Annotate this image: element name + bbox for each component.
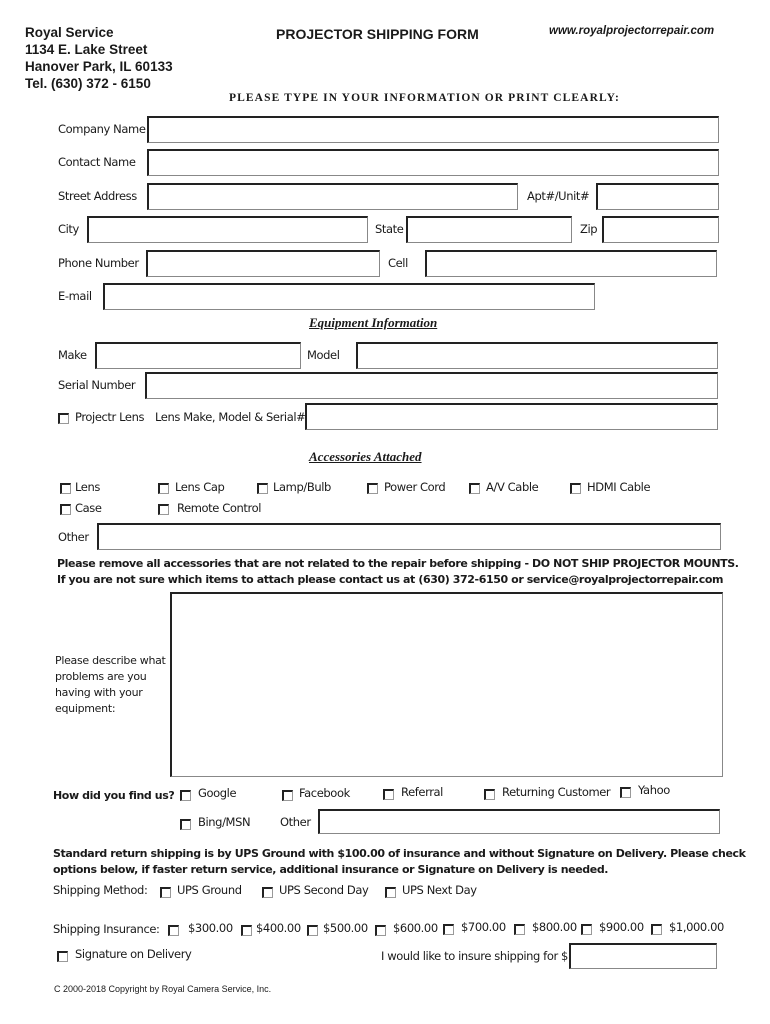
referral-other-label: Other	[280, 815, 311, 829]
returning-customer-option-label: Returning Customer	[502, 785, 611, 799]
insurance-500-checkbox[interactable]	[307, 925, 318, 936]
city-label: City	[58, 222, 79, 236]
state-field[interactable]	[406, 216, 572, 243]
street-address-label: Street Address	[58, 189, 137, 203]
referral-option-label: Referral	[401, 785, 443, 799]
serial-number-field[interactable]	[145, 372, 718, 399]
shipping-insurance-label: Shipping Insurance:	[53, 922, 160, 936]
insurance-300-checkbox[interactable]	[168, 925, 179, 936]
lamp-bulb-checkbox[interactable]	[257, 483, 268, 494]
instruction-text: PLEASE TYPE IN YOUR INFORMATION OR PRINT CLEARLY:	[229, 92, 620, 104]
insure-for-label: I would like to insure shipping for $	[381, 949, 568, 963]
lens-details-field[interactable]	[305, 403, 718, 430]
referral-checkbox[interactable]	[383, 789, 394, 800]
yahoo-checkbox[interactable]	[620, 787, 631, 798]
email-label: E-mail	[58, 289, 92, 303]
hdmi-cable-option-label: HDMI Cable	[587, 480, 651, 494]
lens-checkbox[interactable]	[60, 483, 71, 494]
insurance-500-label: $500.00	[323, 921, 368, 935]
city-field[interactable]	[87, 216, 368, 243]
accessories-other-label: Other	[58, 530, 89, 544]
remote-control-checkbox[interactable]	[158, 504, 169, 515]
insurance-800-checkbox[interactable]	[514, 924, 525, 935]
projector-lens-label: Projectr Lens	[75, 410, 145, 424]
insurance-300-label: $300.00	[188, 921, 233, 935]
equipment-section-heading: Equipment Information	[309, 315, 438, 330]
bing-msn-option-label: Bing/MSN	[198, 815, 251, 829]
insurance-800-label: $800.00	[532, 920, 577, 934]
lens-option-label: Lens	[75, 480, 100, 494]
model-field[interactable]	[356, 342, 718, 369]
av-cable-checkbox[interactable]	[469, 483, 480, 494]
projector-lens-checkbox[interactable]	[58, 413, 69, 424]
hdmi-cable-checkbox[interactable]	[570, 483, 581, 494]
case-option-label: Case	[75, 501, 102, 515]
insurance-400-label: $400.00	[256, 921, 301, 935]
make-field[interactable]	[95, 342, 301, 369]
accessories-note-line2: If you are not sure which items to attach please contact us at (630) 372-6150 or service@royalprojectorrepair.com	[57, 573, 724, 586]
accessories-note-line1: Please remove all accessories that are not related to the repair before shipping - DO NOT SHIP PROJECTOR MOUNTS.	[57, 557, 739, 570]
facebook-option-label: Facebook	[299, 786, 350, 800]
apt-unit-label: Apt#/Unit#	[527, 189, 590, 203]
facebook-checkbox[interactable]	[282, 790, 293, 801]
accessories-other-field[interactable]	[97, 523, 721, 550]
form-title: PROJECTOR SHIPPING FORM	[276, 26, 479, 42]
cell-label: Cell	[388, 256, 408, 270]
company-city: Hanover Park, IL 60133	[25, 59, 173, 74]
insure-amount-field[interactable]	[569, 943, 717, 969]
case-checkbox[interactable]	[60, 504, 71, 515]
signature-on-delivery-checkbox[interactable]	[57, 951, 68, 962]
ups-second-day-label: UPS Second Day	[279, 883, 369, 897]
power-cord-option-label: Power Cord	[384, 480, 446, 494]
ups-ground-label: UPS Ground	[177, 883, 242, 897]
referral-other-field[interactable]	[318, 809, 720, 834]
lens-cap-option-label: Lens Cap	[175, 480, 225, 494]
accessories-section-heading: Accessories Attached	[309, 449, 422, 464]
street-address-field[interactable]	[147, 183, 518, 210]
ups-ground-checkbox[interactable]	[160, 887, 171, 898]
insurance-900-checkbox[interactable]	[581, 924, 592, 935]
company-name-label: Company Name	[58, 122, 146, 136]
insurance-400-checkbox[interactable]	[241, 925, 252, 936]
insurance-900-label: $900.00	[599, 920, 644, 934]
email-field[interactable]	[103, 283, 595, 310]
phone-number-label: Phone Number	[58, 256, 139, 270]
company-name: Royal Service	[25, 25, 114, 40]
state-label: State	[375, 222, 404, 236]
google-option-label: Google	[198, 786, 237, 800]
shipping-note-line1: Standard return shipping is by UPS Ground with $100.00 of insurance and without Signature on Delivery. Please check	[53, 847, 746, 860]
zip-field[interactable]	[602, 216, 719, 243]
make-label: Make	[58, 348, 87, 362]
insurance-700-label: $700.00	[461, 920, 506, 934]
returning-customer-checkbox[interactable]	[484, 789, 495, 800]
lens-cap-checkbox[interactable]	[158, 483, 169, 494]
contact-name-field[interactable]	[147, 149, 719, 176]
insurance-600-label: $600.00	[393, 921, 438, 935]
ups-second-day-checkbox[interactable]	[262, 887, 273, 898]
power-cord-checkbox[interactable]	[367, 483, 378, 494]
company-name-field[interactable]	[147, 116, 719, 143]
shipping-note-line2: options below, if faster return service, additional insurance or Signature on Delivery is needed.	[53, 863, 609, 876]
contact-name-label: Contact Name	[58, 155, 136, 169]
signature-on-delivery-label: Signature on Delivery	[75, 947, 192, 961]
problem-description-label: Please describe what problems are you having with your equipment:	[55, 654, 166, 715]
company-phone: Tel. (630) 372 - 6150	[25, 76, 151, 91]
problem-description-textarea[interactable]	[170, 592, 723, 777]
insurance-700-checkbox[interactable]	[443, 924, 454, 935]
shipping-method-label: Shipping Method:	[53, 883, 148, 897]
company-street: 1134 E. Lake Street	[25, 42, 148, 57]
cell-field[interactable]	[425, 250, 717, 277]
insurance-1000-label: $1,000.00	[669, 920, 724, 934]
av-cable-option-label: A/V Cable	[486, 480, 539, 494]
website-link[interactable]: www.royalprojectorrepair.com	[549, 25, 715, 37]
zip-label: Zip	[580, 222, 598, 236]
serial-number-label: Serial Number	[58, 378, 136, 392]
ups-next-day-label: UPS Next Day	[402, 883, 477, 897]
yahoo-option-label: Yahoo	[638, 783, 670, 797]
insurance-1000-checkbox[interactable]	[651, 924, 662, 935]
referral-question: How did you find us?	[53, 789, 175, 802]
apt-unit-field[interactable]	[596, 183, 719, 210]
google-checkbox[interactable]	[180, 790, 191, 801]
lamp-bulb-option-label: Lamp/Bulb	[273, 480, 331, 494]
phone-number-field[interactable]	[146, 250, 380, 277]
bing-msn-checkbox[interactable]	[180, 819, 191, 830]
remote-control-option-label: Remote Control	[177, 501, 261, 515]
company-address-block	[25, 24, 173, 92]
copyright-text: C 2000-2018 Copyright by Royal Camera Service, Inc.	[54, 984, 272, 994]
ups-next-day-checkbox[interactable]	[385, 887, 396, 898]
model-label: Model	[307, 348, 340, 362]
insurance-600-checkbox[interactable]	[375, 925, 386, 936]
lens-details-label: Lens Make, Model & Serial#	[155, 410, 306, 424]
